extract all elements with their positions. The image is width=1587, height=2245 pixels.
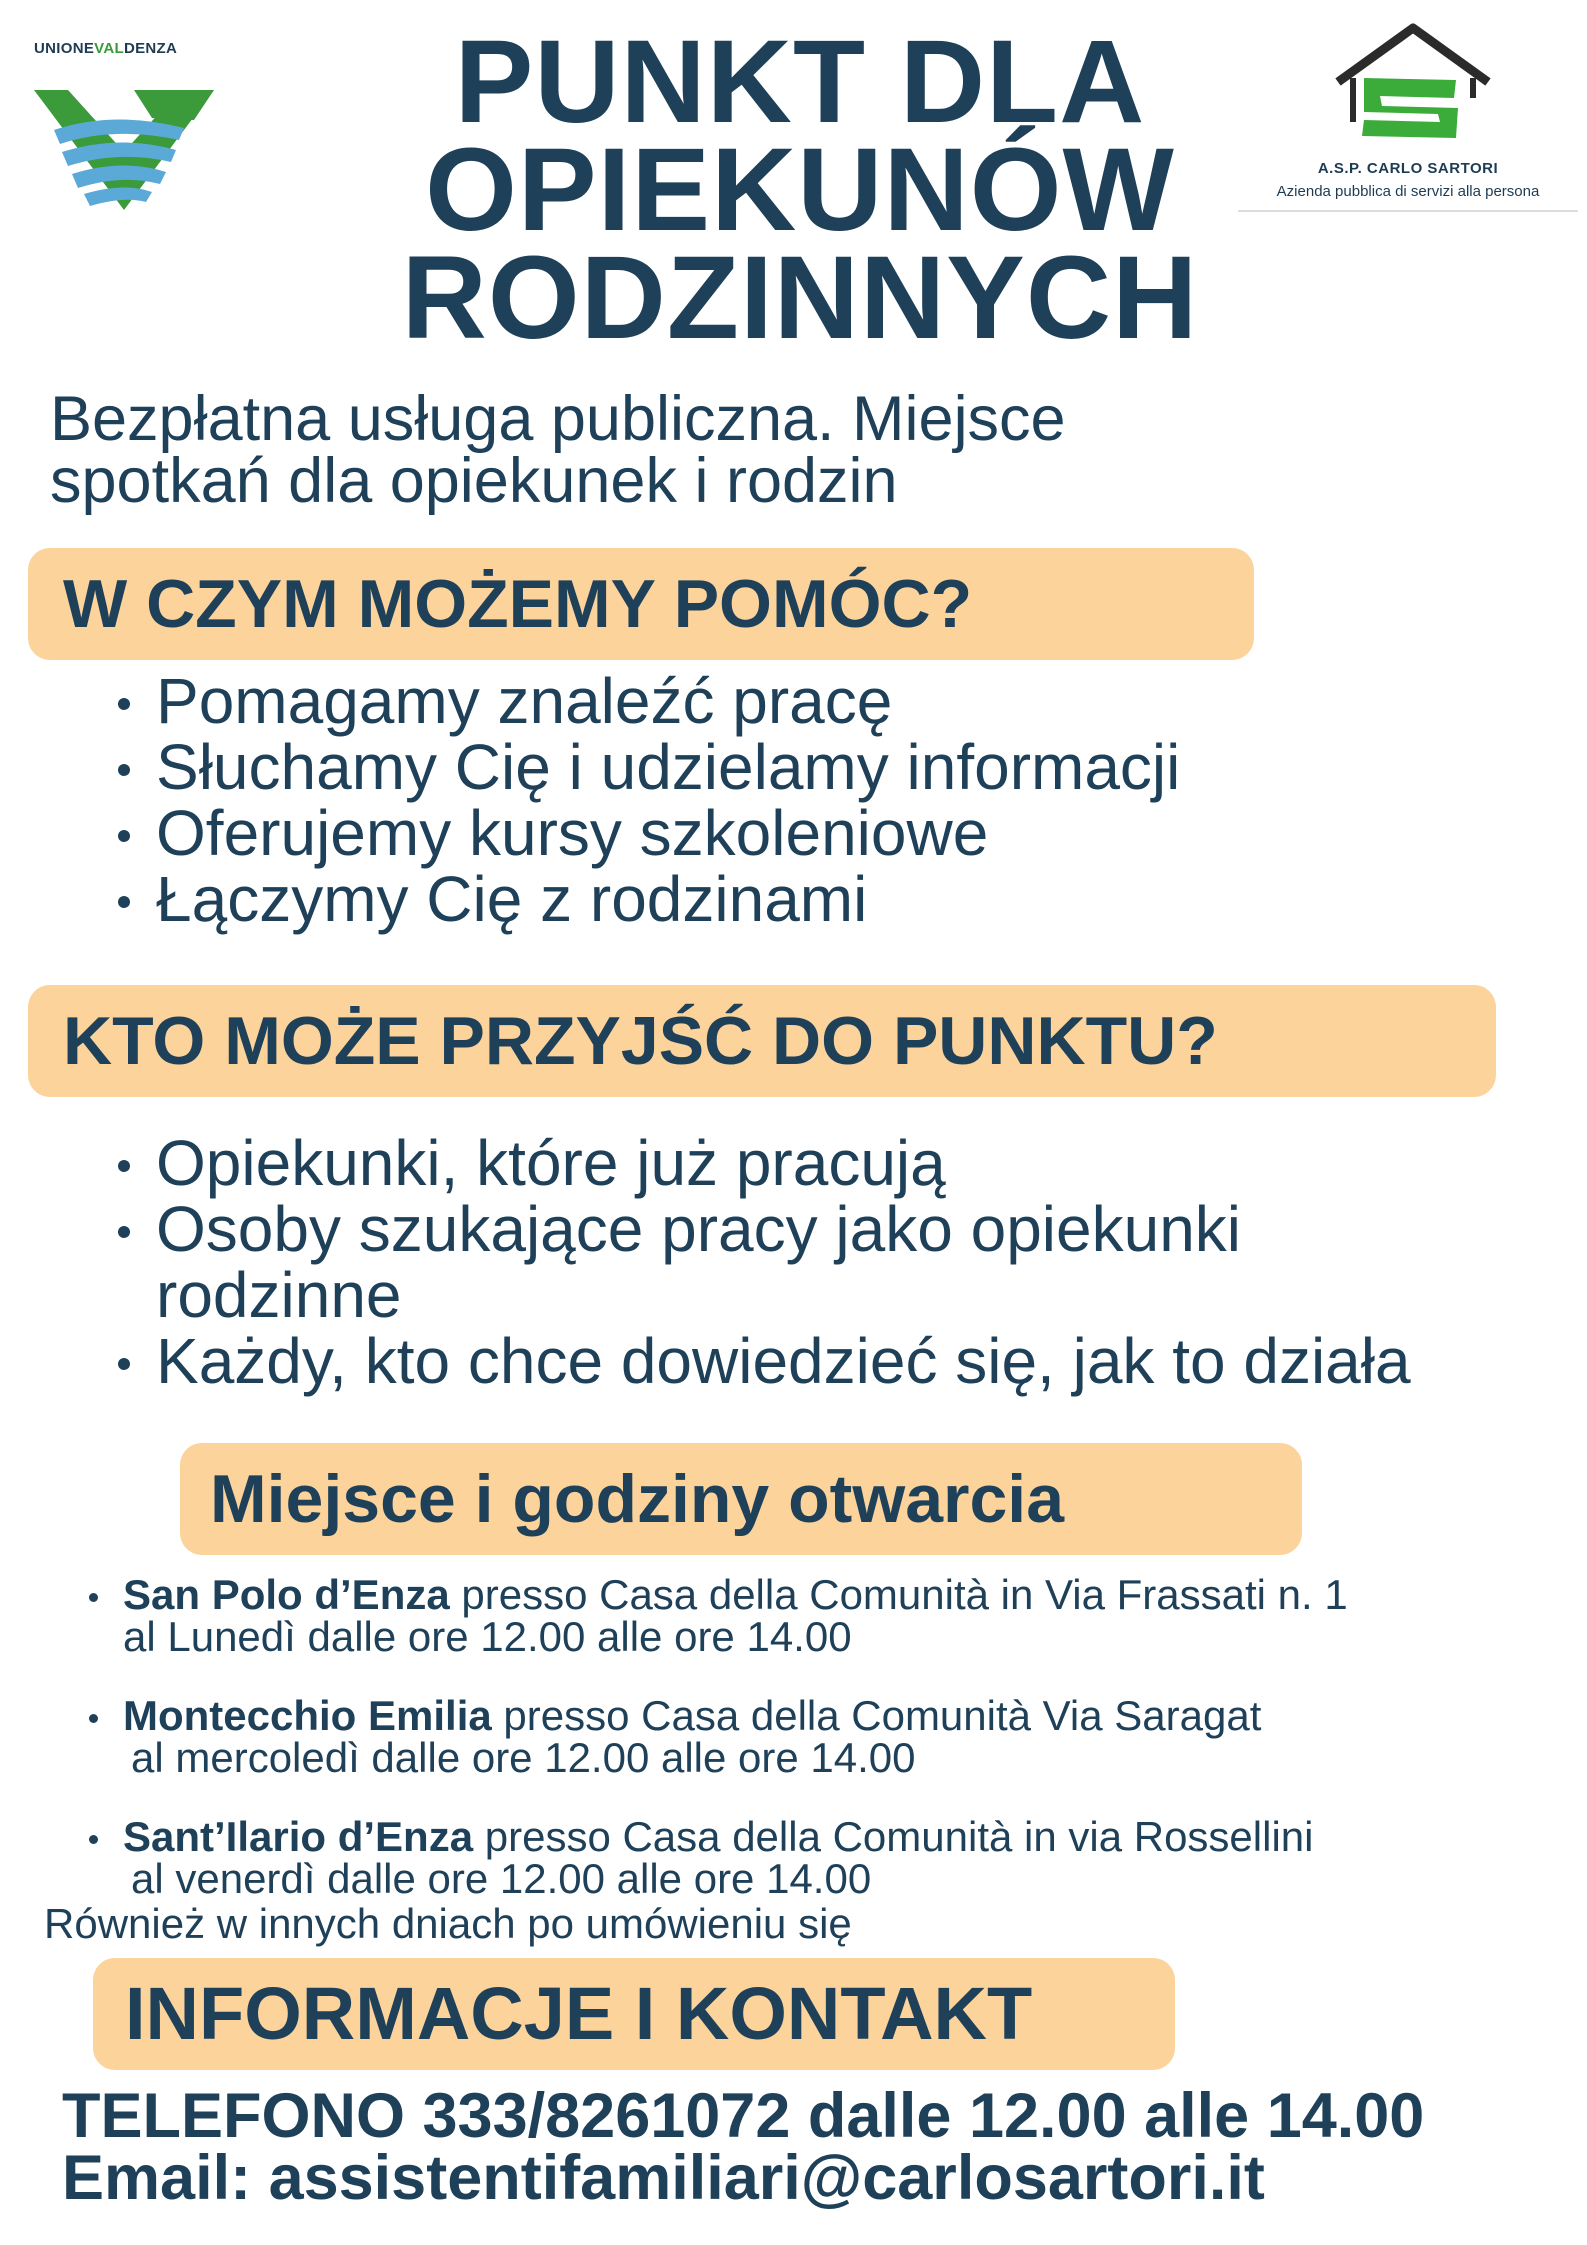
subtitle-line-2: spotkań dla opiekunek i rodzin [50, 446, 898, 516]
list-item: Pomagamy znaleźć pracę [108, 668, 1548, 734]
asp-subtitle: Azienda pubblica di servizi alla persona [1276, 183, 1540, 200]
location-sant-ilario [85, 1813, 1565, 1902]
asp-carlo-sartori-logo [1238, 20, 1578, 215]
divider [1238, 210, 1578, 212]
list-item: Opiekunki, które już pracują [108, 1130, 1548, 1196]
location-name: Montecchio Emilia [123, 1692, 492, 1739]
unione-valdenza-logo [34, 40, 214, 230]
list-item: Łączymy Cię z rodzinami [108, 866, 1548, 932]
who-heading: KTO MOŻE PRZYJŚĆ DO PUNKTU? [28, 985, 1496, 1097]
title-line-1: PUNKT DLA [454, 16, 1146, 148]
location-hours: al Lunedì dalle ore 12.00 alle ore 14.00 [123, 1613, 852, 1660]
help-heading: W CZYM MOŻEMY POMÓC? [28, 548, 1254, 660]
info-heading: INFORMACJE I KONTAKT [93, 1958, 1175, 2070]
location-address: presso Casa della Comunità in via Rossellini [473, 1813, 1314, 1860]
location-hours: al mercoledì dalle ore 12.00 alle ore 14.00 [131, 1734, 916, 1781]
list-item: Słuchamy Cię i udzielamy informacji [108, 734, 1548, 800]
subtitle-line-1: Bezpłatna usługa publiczna. Miejsce [50, 384, 1066, 454]
asp-name: A.S.P. CARLO SARTORI [1317, 160, 1499, 177]
title-line-3: RODZINNYCH [401, 232, 1199, 364]
location-name: San Polo d’Enza [123, 1571, 450, 1618]
location-name: Sant’Ilario d’Enza [123, 1813, 474, 1860]
appointment-note: Również w innych dniach po umówieniu się [44, 1900, 852, 1947]
location-address: presso Casa della Comunità in Via Frassati n. 1 [449, 1571, 1348, 1618]
place-heading: Miejsce i godziny otwarcia [180, 1443, 1302, 1555]
help-list [108, 665, 1548, 935]
house-brush-icon [1328, 20, 1498, 155]
location-address: presso Casa della Comunità Via Saragat [491, 1692, 1262, 1739]
page-title [330, 16, 1270, 364]
list-item: Osoby szukające pracy jako opiekunki rodzinne [108, 1196, 1496, 1328]
unione-valdenza-wordmark: UNIONEVALDENZA [34, 40, 178, 57]
phone-text: TELEFONO 333/8261072 dalle 12.00 alle 14.00 [62, 2081, 1425, 2151]
title-line-2: OPIEKUNÓW [425, 124, 1175, 256]
who-list [108, 1127, 1548, 1397]
list-item: Każdy, kto chce dowiedzieć się, jak to działa [108, 1328, 1476, 1394]
email-text: Email: assistentifamiliari@carlosartori.it [62, 2143, 1265, 2213]
contact-block [62, 2081, 1562, 2213]
location-hours: al venerdì dalle ore 12.00 alle ore 14.00 [131, 1855, 872, 1902]
list-item: Oferujemy kursy szkoleniowe [108, 800, 1548, 866]
location-montecchio [85, 1692, 1565, 1781]
subtitle [50, 384, 1530, 516]
location-san-polo [85, 1571, 1565, 1660]
valdenza-v-icon [34, 60, 214, 230]
